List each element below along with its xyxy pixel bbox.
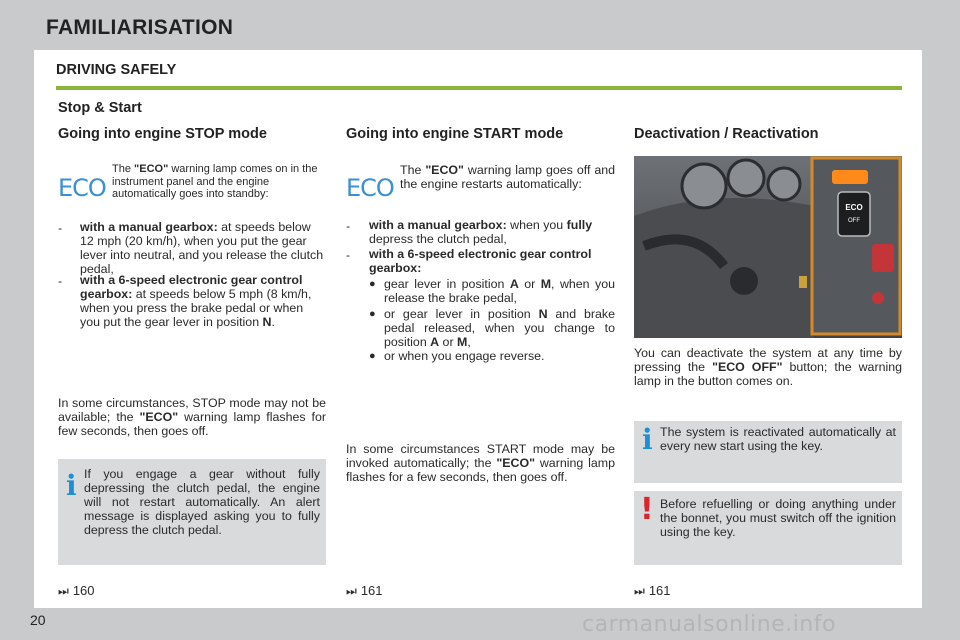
eco-button-label: ECO	[845, 203, 863, 212]
eco-button-sublabel: OFF	[848, 218, 860, 224]
next-page-icon: ⏭	[58, 584, 69, 598]
bullet-dot: ●	[369, 308, 376, 320]
eco-off-button-illustration	[634, 156, 902, 338]
list-dash: -	[58, 221, 63, 235]
col2-bullet-3: or when you engage reverse.	[384, 349, 545, 363]
subsection-title: Stop & Start	[58, 100, 142, 116]
chapter-title: FAMILIARISATION	[46, 16, 234, 39]
col1-item-electronic: with a 6-speed electronic gear control gearbox: at speeds below 5 mph (8 km/h, when you press the brake pedal or when you put the gear lever in position N.	[80, 273, 312, 329]
col2-page-reference: ⏭ 161	[346, 583, 383, 598]
bullet-dot: ●	[369, 350, 376, 362]
list-dash: -	[58, 274, 63, 288]
section-divider	[56, 86, 902, 90]
col3-info-text: The system is reactivated automatically at every new start using the key.	[660, 425, 896, 453]
col2-bullet-2: or gear lever in position N and brake pedal released, when you change to position A or M,	[384, 307, 615, 349]
col1-page-reference: ⏭ 160	[58, 583, 95, 598]
col2-start-paragraph: In some circumstances START mode may be invoked automatically; the "ECO" warning lamp flashes for a few seconds, then goes off.	[346, 442, 615, 484]
col1-title: Going into engine STOP mode	[58, 126, 267, 142]
eco-warning-icon: ECO	[58, 174, 106, 202]
col3-info-box	[634, 421, 902, 483]
col3-warning-text: Before refuelling or doing anything under the bonnet, you must switch off the ignition using the key.	[660, 497, 896, 539]
info-icon: i	[66, 469, 77, 502]
warning-icon: !	[640, 492, 654, 527]
col2-item-electronic: with a 6-speed electronic gear control gearbox:	[369, 247, 592, 275]
col3-warning-box	[634, 491, 902, 565]
section-title: DRIVING SAFELY	[56, 62, 177, 78]
info-icon: i	[642, 423, 653, 456]
col1-info-text: If you engage a gear without fully depressing the clutch pedal, the engine will not restart automatically. An alert message is displayed asking you to fully depress the clutch pedal.	[84, 467, 320, 537]
dashboard-photo	[634, 156, 902, 338]
col1-eco-description: The "ECO" warning lamp comes on in the instrument panel and the engine automatically goes into standby:	[112, 163, 318, 200]
eco-warning-icon: ECO	[346, 174, 394, 202]
col1-stop-paragraph: In some circumstances, STOP mode may not be available; the "ECO" warning lamp flashes for few seconds, then goes off.	[58, 396, 326, 438]
col3-title: Deactivation / Reactivation	[634, 126, 819, 142]
col1-info-box	[58, 459, 326, 565]
list-dash: -	[346, 219, 351, 233]
col3-page-reference: ⏭ 161	[634, 583, 671, 598]
col2-bullet-1: gear lever in position A or M, when you release the brake pedal,	[384, 277, 615, 305]
page-content	[34, 50, 922, 608]
next-page-icon: ⏭	[346, 584, 357, 598]
header-bar	[0, 0, 960, 50]
next-page-icon: ⏭	[634, 584, 645, 598]
col3-deactivation-paragraph: You can deactivate the system at any time by pressing the "ECO OFF" button; the warning lamp in the button comes on.	[634, 346, 902, 388]
col1-item-manual: with a manual gearbox: at speeds below 12 mph (20 km/h), when you put the gear lever into neutral, and you release the clutch pedal,	[80, 220, 324, 276]
list-dash: -	[346, 248, 351, 262]
col2-item-manual: with a manual gearbox: when you fully depress the clutch pedal,	[369, 218, 593, 246]
col2-title: Going into engine START mode	[346, 126, 564, 142]
watermark: carmanualsonline.info	[582, 612, 836, 637]
col2-eco-description: The "ECO" warning lamp goes off and the engine restarts automatically:	[400, 163, 616, 191]
bullet-dot: ●	[369, 278, 376, 290]
page-number: 20	[30, 612, 46, 628]
